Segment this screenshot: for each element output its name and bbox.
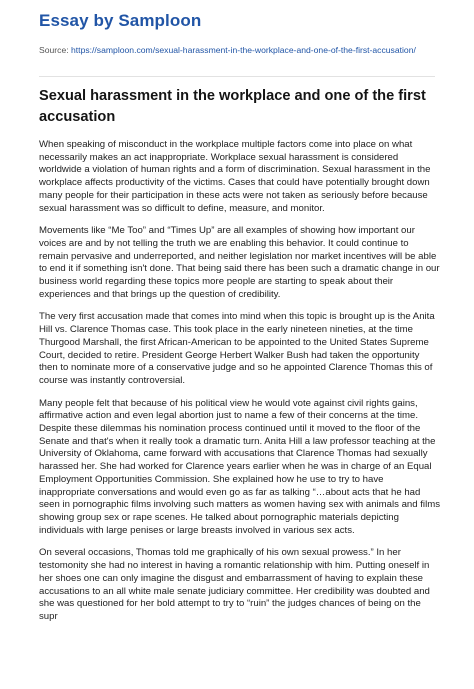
source-line (39, 44, 439, 57)
site-brand-title: Essay by Samploon (39, 11, 202, 30)
essay-paragraph: Movements like “Me Too” and “Times Up” are all examples of showing how important our voices are and by not telling the truth we are enabling this behavior. It could continue to remain pervasive and underreported, and neither legislation nor market incentives will be able to end it if something isn't done. That being said there has been such a dramatic change in our business world regarding these topics more people are starting to speak about their experiences and that brings up the question of credibility. (39, 225, 440, 300)
source-label: Source: (39, 45, 72, 55)
essay-paragraph: When speaking of misconduct in the workplace multiple factors come into place on what necessarily makes an act inappropriate. Workplace sexual harassment is considered worldwide a violation of human rights and a form of discrimination. Sexual harassment in the workplace affects productivity of the victims. Cases that could have potentially brought down many people for their participation in these acts were not taken as seriously before because sexual harassment was so difficult to define, measure, and monitor. (39, 139, 431, 214)
essay-body (39, 139, 440, 634)
source-link[interactable]: https://samploon.com/sexual-harassment-in-the-workplace-and-one-of-the-first-accusation/ (71, 45, 416, 55)
bottom-fade-overlay (0, 664, 474, 689)
essay-title: Sexual harassment in the workplace and one of the first accusation (39, 88, 426, 125)
header-divider (39, 76, 435, 77)
essay-paragraph: On several occasions, Thomas told me graphically of his own sexual prowess.” In her testomonity she had no interest in having a romantic relationship with him. Putting oneself in her shoes one can only imagine the disgust and embarrassment of having to explain these accusations to an all white male senate judiciary committee. Her credibility was doubted and she was questioned for her bold attempt to try to “ruin” the judges chances of being on the supr (39, 547, 430, 622)
essay-paragraph: The very first accusation made that comes into mind when this topic is brought up is the Anita Hill vs. Clarence Thomas case. This took place in the early nineteen nineties, at the time Thurgood Marshall, the first African-American to be appointed to the United States Supreme Court, decided to retire. President George Herbert Walker Bush had taken the opportunity then to nominate more of a conservative judge and so he appointed Clarence Thomas this of course was instantly controversial. (39, 311, 435, 386)
essay-paragraph: Many people felt that because of his political view he would vote against civil rights gains, affirmative action and even legal abortion just to name a few of their concerns at the time. Despite these dilemmas his nomination process continued until it moved to the floor of the Senate and that's when it really took a dramatic turn. Anita Hill a law professor teaching at the University of Oklahoma, came forward with accusations that Clarence Thomas had sexually harassed her. She had worked for Clarence years earlier when he was in charge of an Equal Employment Opportunities Commission. She explained how he use to try to have inappropriate conversations and would even go as far as talking “…about acts that he had seen in pornographic films involving such matters as women having sex with animals and films showing group sex or rape scenes. He talked about pornographic materials depicting individuals with large penises or large breasts involved in various sex acts. (39, 397, 440, 536)
